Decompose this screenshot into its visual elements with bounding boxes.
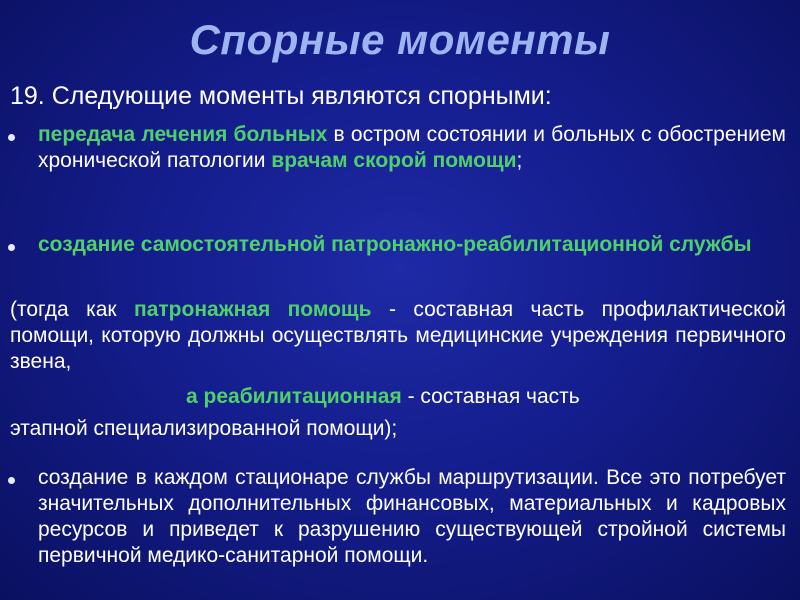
body-text: ; — [516, 149, 523, 172]
highlight-text: патронажная помощь — [134, 298, 372, 321]
parenthetical-continuation — [186, 384, 580, 410]
highlight-text: передача лечения больных — [38, 123, 328, 146]
highlight-text: создание самостоятельной патронажно-реабилитационной службы — [38, 233, 752, 256]
bullet-item-3: создание в каждом стационаре службы маршрутизации. Все это потребует значительных дополнительных финансовых, материальных и кадровых ресурсов и приведет к разрушению существующей стройной системы первичной медико-санитарной помощи. — [38, 466, 786, 567]
slide-title: Спорные моменты — [189, 16, 611, 63]
body-text: (тогда как — [10, 298, 135, 321]
body-text: - составная часть — [401, 385, 580, 408]
body-text: в остром состоянии и больных с обострением хронической патологии — [38, 123, 786, 172]
bullet-item-2 — [38, 232, 786, 258]
highlight-text: а реабилитационная — [186, 385, 402, 408]
bullet-item-1 — [38, 122, 786, 174]
body-text: этапной специализированной помощи); — [10, 417, 398, 440]
slide-heading: 19. Следующие моменты являются спорными: — [10, 82, 552, 110]
body-text: - составная часть профилактической помощи, которую должны осуществлять медицинские учреждения первичного звена, — [10, 298, 787, 373]
bullet-dot — [8, 134, 15, 141]
highlight-text: врачам скорой помощи — [271, 149, 517, 172]
bullet-dot — [8, 477, 15, 484]
parenthetical-text — [10, 297, 786, 375]
bullet-dot — [8, 244, 15, 251]
